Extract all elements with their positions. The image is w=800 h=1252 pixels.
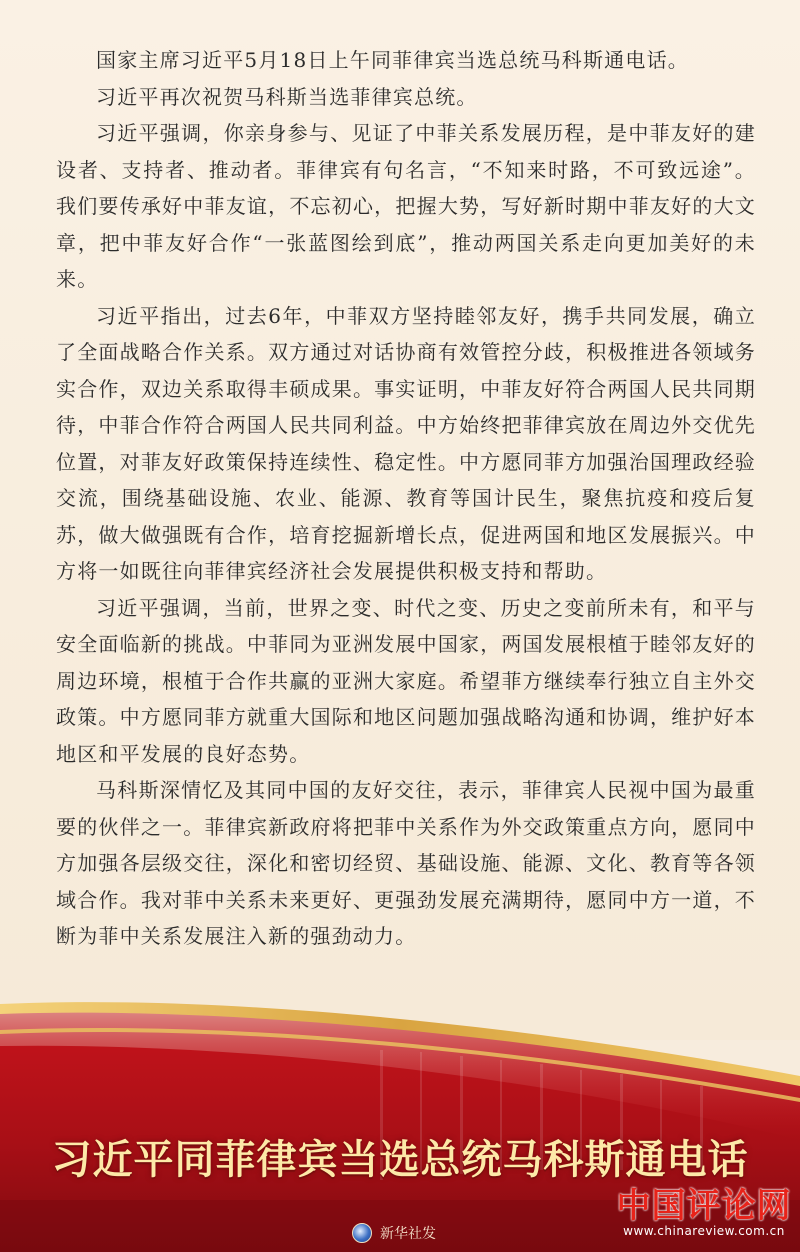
article-body [56, 42, 756, 955]
article-paragraph-4: 习近平指出，过去6年，中菲双方坚持睦邻友好，携手共同发展，确立了全面战略合作关系。双方通过对话协商有效管控分歧，积极推进各领域务实合作，双边关系取得丰硕成果。事实证明，中菲友好符合两国人民共同期待，中菲合作符合两国人民共同利益。中方始终把菲律宾放在周边外交优先位置，对菲友好政策保持连续性、稳定性。中方愿同菲方加强治国理政经验交流，围绕基础设施、农业、能源、教育等国计民生，聚焦抗疫和疫后复苏，做大做强既有合作，培育挖掘新增长点，促进两国和地区发展振兴。中方将一如既往向菲律宾经济社会发展提供积极支持和帮助。 [56, 303, 756, 583]
agency-credit [352, 1222, 436, 1244]
agency-name: 新华社发 [380, 1226, 436, 1242]
xinhua-logo-icon [352, 1223, 372, 1243]
article-paragraph-6: 马科斯深情忆及其同中国的友好交往，表示，菲律宾人民视中国为最重要的伙伴之一。菲律宾新政府将把菲中关系作为外交政策重点方向，愿同中方加强各层级交往，深化和密切经贸、基础设施、能源、文化、教育等各领域合作。我对菲中关系未来更好、更强劲发展充满期待，愿同中方一道，不断为菲中关系发展注入新的强劲动力。 [56, 778, 756, 948]
chinareview-watermark [614, 1186, 794, 1246]
article-paragraph-2: 习近平再次祝贺马科斯当选菲律宾总统。 [96, 84, 478, 109]
article-paragraph-3: 习近平强调，你亲身参与、见证了中菲关系发展历程，是中菲友好的建设者、支持者、推动者。菲律宾有句名言，“不知来时路，不可致远途”。我们要传承好中菲友谊，不忘初心，把握大势，写好新时期中菲友好的大文章，把中菲友好合作“一张蓝图绘到底”，推动两国关系走向更加美好的未来。 [56, 121, 756, 291]
headline-title: 习近平同菲律宾当选总统马科斯通电话 [51, 1136, 749, 1183]
watermark-title: 中国评论网 [616, 1186, 792, 1226]
article-paragraph-5: 习近平强调，当前，世界之变、时代之变、历史之变前所未有，和平与安全面临新的挑战。中菲同为亚洲发展中国家，两国发展根植于睦邻友好的周边环境，根植于合作共赢的亚洲大家庭。希望菲方继续奉行独立自主外交政策。中方愿同菲方就重大国际和地区问题加强战略沟通和协调，维护好本地区和平发展的良好态势。 [56, 595, 756, 766]
article-paragraph-1: 国家主席习近平5月18日上午同菲律宾当选总统马科斯通电话。 [96, 48, 689, 72]
watermark-url: www.chinareview.com.cn [623, 1224, 785, 1238]
